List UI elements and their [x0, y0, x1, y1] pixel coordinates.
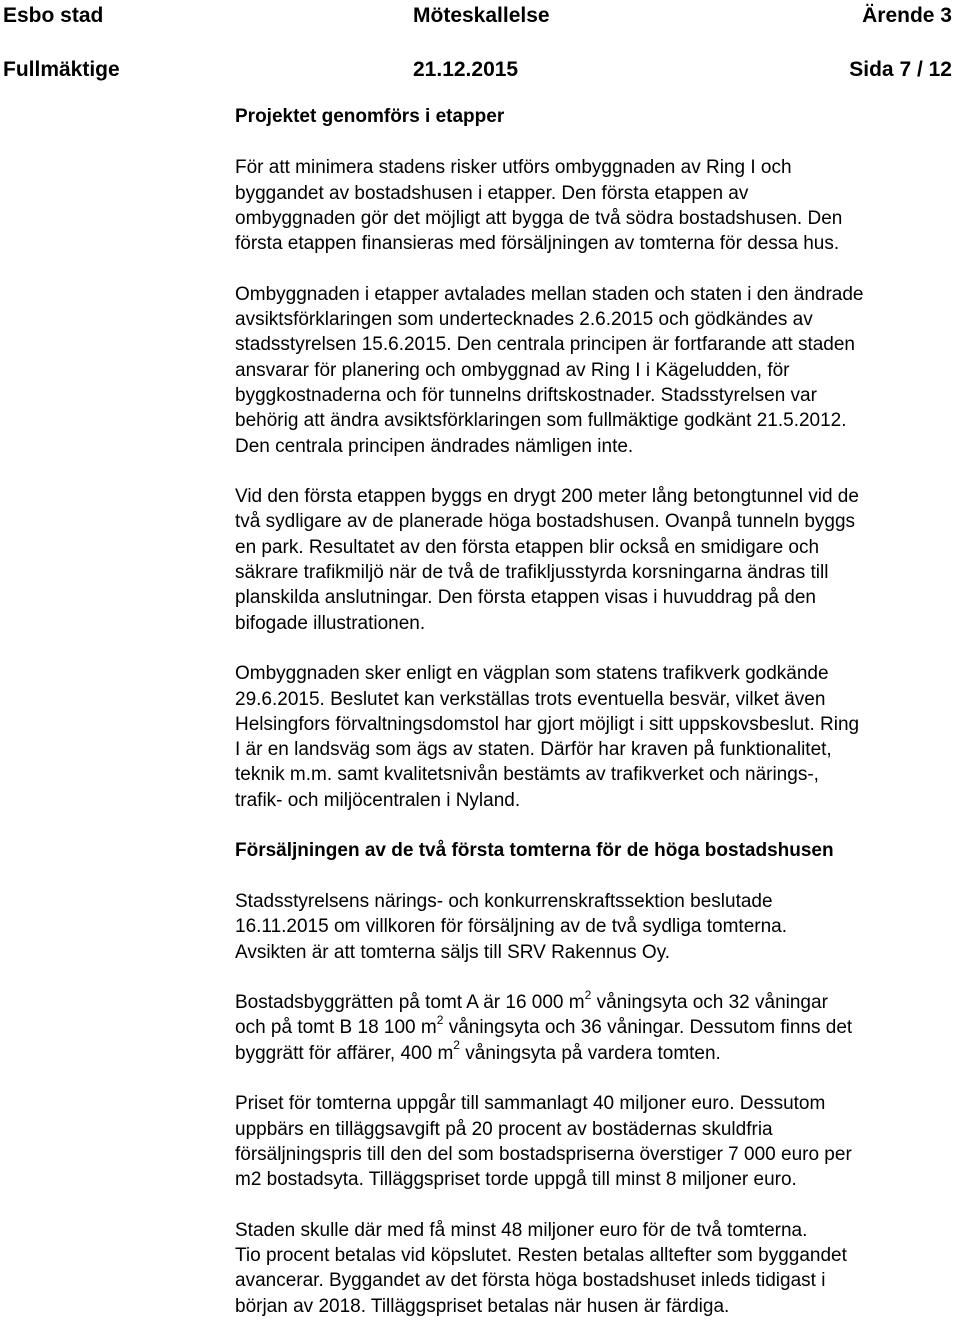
page-number: Sida 7 / 12	[849, 58, 952, 81]
superscript: 2	[584, 987, 592, 1002]
document-type: Möteskallelse	[413, 4, 550, 27]
municipality-name: Esbo stad	[3, 4, 104, 27]
text-fragment: våningsyta och 32 våningar	[591, 992, 828, 1014]
text-line: bifogade illustrationen.	[235, 612, 426, 634]
text-line: m2 bostadsyta. Tilläggspriset torde uppgå till minst 8 miljoner euro.	[235, 1169, 797, 1191]
text-line: början av 2018. Tilläggspriset betalas när husen är färdiga.	[235, 1295, 730, 1317]
paragraph	[235, 1091, 957, 1192]
text-line: Ombyggnaden sker enligt en vägplan som statens trafikverk godkände	[235, 663, 829, 685]
text-line: ombyggnaden gör det möjligt att bygga de två södra bostadshusen. Den	[235, 207, 843, 229]
text-line: avancerar. Byggandet av det första höga bostadshuset inleds tidigast i	[235, 1270, 826, 1292]
section-heading: Projektet genomförs i etapper	[235, 106, 505, 127]
text-line: uppbärs en tilläggsavgift på 20 procent av bostädernas skuldfria	[235, 1118, 773, 1140]
paragraph	[235, 987, 957, 1066]
text-line: I är en landsväg som ägs av staten. Därför har kraven på funktionalitet,	[235, 739, 832, 761]
section-heading: Försäljningen av de två första tomterna för de höga bostadshusen	[235, 840, 834, 862]
agenda-item-number: Ärende 3	[862, 4, 952, 27]
text-line: byggkostnaderna och för tunnelns driftskostnader. Stadsstyrelsen var	[235, 384, 817, 406]
text-fragment: våningsyta och 36 våningar. Dessutom finns det	[443, 1017, 853, 1039]
document-header-row-2	[0, 57, 956, 83]
text-line: Avsikten är att tomterna säljs till SRV Rakennus Oy.	[235, 941, 671, 963]
council-name: Fullmäktige	[3, 58, 120, 81]
text-line: trafik- och miljöcentralen i Nyland.	[235, 789, 521, 811]
paragraph	[235, 1218, 957, 1319]
paragraph	[235, 661, 957, 813]
paragraph	[235, 889, 957, 965]
text-line: planskilda anslutningar. Den första etappen visas i huvuddrag på den	[235, 587, 816, 609]
meeting-date: 21.12.2015	[413, 58, 519, 81]
text-line: 16.11.2015 om villkoren för försäljning av de två sydliga tomterna.	[235, 916, 788, 938]
text-line: avsiktsförklaringen som undertecknades 2.6.2015 och gödkändes av	[235, 309, 813, 331]
text-line: 29.6.2015. Beslutet kan verkställas trots eventuella besvär, vilket även	[235, 688, 826, 710]
text-line: första etappen finansieras med försäljningen av tomterna för dessa hus.	[235, 233, 840, 255]
text-line: Vid den första etappen byggs en drygt 200 meter lång betongtunnel vid de	[235, 486, 859, 508]
text-line: en park. Resultatet av den första etappen blir också en smidigare och	[235, 536, 820, 558]
text-line: Tio procent betalas vid köpslutet. Resten betalas alltefter som byggandet	[235, 1245, 847, 1267]
text-line: Ombyggnaden i etapper avtalades mellan staden och staten i den ändrade	[235, 283, 864, 305]
text-line: två sydligare av de planerade höga bostadshusen. Ovanpå tunneln byggs	[235, 511, 856, 533]
text-line	[235, 1015, 957, 1040]
paragraph	[235, 155, 957, 256]
text-line	[235, 987, 957, 1015]
superscript: 2	[436, 1013, 444, 1028]
text-line: Den centrala principen ändrades nämligen inte.	[235, 435, 634, 457]
text-line: Priset för tomterna uppgår till sammanlagt 40 miljoner euro. Dessutom	[235, 1093, 826, 1115]
paragraph	[235, 282, 957, 459]
document-body	[235, 104, 957, 1344]
text-line: teknik m.m. samt kvalitetsnivån bestämts av trafikverket och närings-,	[235, 764, 819, 786]
text-line: stadsstyrelsen 15.6.2015. Den centrala principen är fortfarande att staden	[235, 334, 855, 356]
text-line: säkrare trafikmiljö när de två de trafikljusstyrda korsningarna ändras till	[235, 562, 829, 584]
text-line: ansvarar för planering och ombyggnad av Ring I i Kägeludden, för	[235, 359, 790, 381]
superscript: 2	[453, 1038, 460, 1053]
text-fragment: och på tomt B 18 100 m	[235, 1017, 437, 1039]
text-line: Helsingfors förvaltningsdomstol har gjort möjligt i sitt uppskovsbeslut. Ring	[235, 713, 860, 735]
text-line: byggandet av bostadshusen i etapper. Den första etappen av	[235, 182, 749, 204]
text-line: Staden skulle där med få minst 48 miljoner euro för de två tomterna.	[235, 1219, 808, 1241]
text-fragment: Bostadsbyggrätten på tomt A är 16 000 m	[235, 992, 585, 1014]
document-header-row-1	[0, 3, 956, 29]
text-line: För att minimera stadens risker utförs ombyggnaden av Ring I och	[235, 157, 792, 179]
text-line: försäljningspris till den del som bostadspriserna överstiger 7 000 euro per	[235, 1143, 852, 1165]
text-fragment: byggrätt för affärer, 400 m	[235, 1042, 454, 1064]
text-line: Stadsstyrelsens närings- och konkurrenskraftssektion beslutade	[235, 890, 773, 912]
text-fragment: våningsyta på vardera tomten.	[459, 1042, 721, 1064]
text-line	[235, 1038, 957, 1066]
text-line: behörig att ändra avsiktsförklaringen som fullmäktige godkänt 21.5.2012.	[235, 410, 847, 432]
paragraph	[235, 484, 957, 636]
